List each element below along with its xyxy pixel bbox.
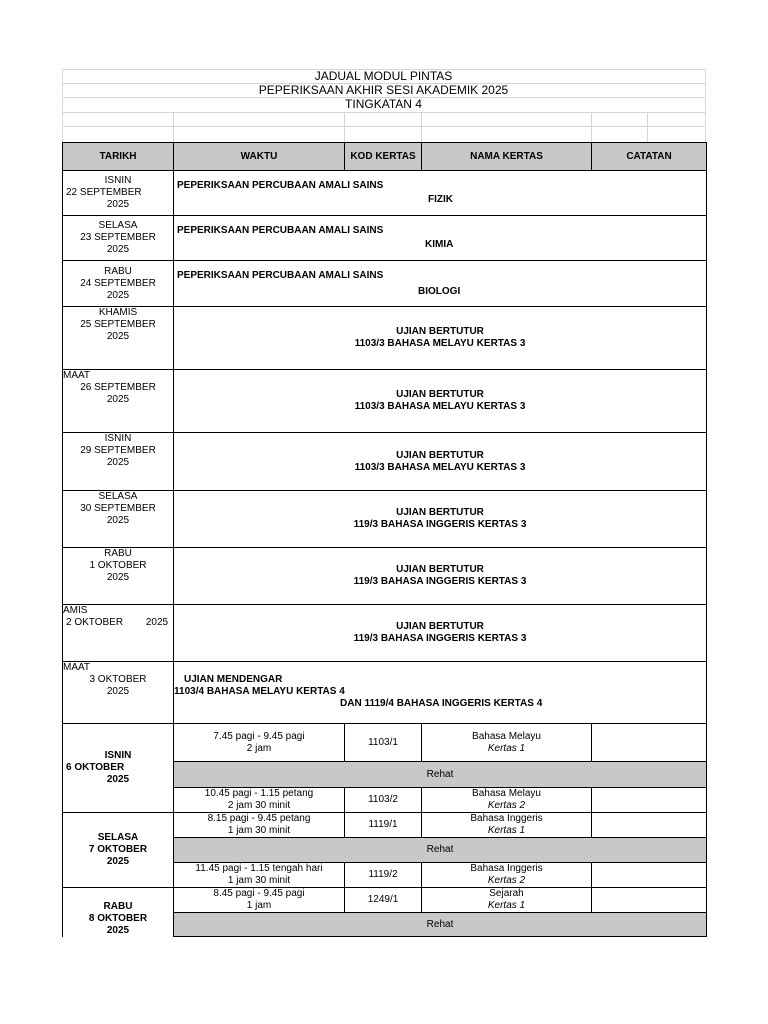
time-label: 10.45 pagi - 1.15 petang xyxy=(204,788,314,799)
header-row xyxy=(63,143,707,171)
date-cell xyxy=(63,548,174,605)
table-row xyxy=(63,605,707,662)
event-label: PEPERIKSAAN PERCUBAAN AMALI SAINS xyxy=(177,225,384,236)
event-cell xyxy=(174,491,707,548)
event-line-1: UJIAN BERTUTUR xyxy=(396,449,484,461)
time-cell xyxy=(174,788,345,813)
time-cell xyxy=(174,724,345,762)
date-cell xyxy=(63,433,174,491)
date-label: 24 SEPTEMBER xyxy=(80,277,156,289)
year-label: 2025 xyxy=(106,289,130,301)
event-cell xyxy=(174,605,707,662)
table-row xyxy=(63,548,707,605)
date-cell xyxy=(63,605,174,662)
notes-cell xyxy=(592,888,707,913)
day-label: SELASA xyxy=(98,220,138,231)
paper-name: Bahasa Inggeris xyxy=(470,813,543,824)
table-row xyxy=(63,307,707,370)
event-line-1: UJIAN BERTUTUR xyxy=(396,564,484,575)
paper-number: Kertas 1 xyxy=(487,900,526,911)
notes-cell xyxy=(592,813,707,838)
year-label: 2025 xyxy=(106,457,130,468)
code-cell: 1119/2 xyxy=(345,863,422,888)
paper-cell xyxy=(422,724,592,762)
year-label: 2025 xyxy=(106,515,130,526)
time-label: 8.45 pagi - 9.45 pagi xyxy=(213,888,305,899)
schedule-table xyxy=(62,142,707,937)
code-cell: 1249/1 xyxy=(345,888,422,913)
event-subject: KIMIA xyxy=(425,239,454,250)
table-row xyxy=(63,662,707,724)
event-line-2: 119/3 BAHASA INGGERIS KERTAS 3 xyxy=(353,519,527,530)
paper-cell xyxy=(422,888,592,913)
event-cell xyxy=(174,433,707,491)
date-cell xyxy=(63,724,174,813)
event-cell xyxy=(174,370,707,433)
event-line-3: DAN 1119/4 BAHASA INGGERIS KERTAS 4 xyxy=(340,698,543,709)
notes-cell xyxy=(592,724,707,762)
paper-cell xyxy=(422,863,592,888)
title-line-1: JADUAL MODUL PINTAS xyxy=(314,69,453,83)
event-subject: BIOLOGI xyxy=(418,285,461,297)
duration-label: 2 jam 30 minit xyxy=(227,800,291,811)
time-label: 8.15 pagi - 9.45 petang xyxy=(207,813,311,824)
year-label: 2025 xyxy=(145,617,169,628)
event-line-2: 1103/3 BAHASA MELAYU KERTAS 3 xyxy=(354,401,526,412)
table-row xyxy=(63,888,707,913)
event-line-2: 119/3 BAHASA INGGERIS KERTAS 3 xyxy=(353,633,527,644)
table-row xyxy=(63,171,707,216)
time-cell xyxy=(174,863,345,888)
day-label: RABU xyxy=(104,265,132,277)
break-row: Rehat xyxy=(174,913,707,937)
duration-label: 2 jam xyxy=(246,742,272,754)
paper-name: Sejarah xyxy=(489,888,524,899)
break-row: Rehat xyxy=(174,838,707,863)
event-subject: FIZIK xyxy=(428,194,453,205)
year-label: 2025 xyxy=(106,244,130,255)
date-cell xyxy=(63,662,174,724)
date-label: 8 OKTOBER xyxy=(88,912,148,924)
date-cell xyxy=(63,171,174,216)
col-tarikh: TARIKH xyxy=(63,143,174,171)
time-cell xyxy=(174,888,345,913)
paper-cell xyxy=(422,788,592,813)
event-cell xyxy=(174,261,707,307)
duration-label: 1 jam 30 minit xyxy=(227,875,291,886)
table-row xyxy=(63,216,707,261)
time-label: 11.45 pagi - 1.15 tengah hari xyxy=(195,863,323,874)
day-label: ISNIN xyxy=(104,750,132,761)
day-label: ISNIN xyxy=(104,175,132,186)
event-line-2: 1103/4 BAHASA MELAYU KERTAS 4 xyxy=(174,686,345,697)
duration-label: 1 jam xyxy=(246,900,272,911)
event-cell xyxy=(174,307,707,370)
date-label: 22 SEPTEMBER xyxy=(66,187,142,198)
day-label: SELASA xyxy=(98,491,138,502)
paper-cell xyxy=(422,813,592,838)
col-waktu: WAKTU xyxy=(174,143,345,171)
paper-name: Bahasa Inggeris xyxy=(470,863,543,874)
event-cell xyxy=(174,548,707,605)
year-label: 2025 xyxy=(106,924,130,936)
date-label: 29 SEPTEMBER xyxy=(80,445,156,456)
date-cell xyxy=(63,888,174,937)
date-label: 26 SEPTEMBER xyxy=(80,382,156,393)
day-label: AMIS xyxy=(63,605,88,616)
year-label: 2025 xyxy=(106,686,130,697)
day-label: MAAT xyxy=(63,370,91,381)
date-label: 30 SEPTEMBER xyxy=(80,503,156,514)
paper-number: Kertas 2 xyxy=(487,800,526,811)
duration-label: 1 jam 30 minit xyxy=(227,825,291,836)
date-cell xyxy=(63,261,174,307)
event-cell xyxy=(174,171,707,216)
event-label: PEPERIKSAAN PERCUBAAN AMALI SAINS xyxy=(177,180,384,191)
table-row xyxy=(63,724,707,762)
time-cell xyxy=(174,813,345,838)
date-label: 25 SEPTEMBER xyxy=(80,319,156,330)
table-row xyxy=(63,433,707,491)
notes-cell xyxy=(592,863,707,888)
table-row xyxy=(63,261,707,307)
event-line-1: UJIAN BERTUTUR xyxy=(396,326,484,337)
date-cell xyxy=(63,491,174,548)
title-line-2: PEPERIKSAAN AKHIR SESI AKADEMIK 2025 xyxy=(258,83,509,97)
event-line-2: 1103/3 BAHASA MELAYU KERTAS 3 xyxy=(354,338,526,349)
date-label: 7 OKTOBER xyxy=(88,844,148,855)
year-label: 2025 xyxy=(106,774,130,785)
date-label: 2 OKTOBER xyxy=(66,617,124,628)
title-line-3: TINGKATAN 4 xyxy=(345,97,422,111)
break-row: Rehat xyxy=(174,762,707,788)
event-line-1: UJIAN BERTUTUR xyxy=(396,507,484,518)
year-label: 2025 xyxy=(106,331,130,342)
paper-number: Kertas 1 xyxy=(487,742,526,754)
day-label: SELASA xyxy=(97,832,139,843)
year-label: 2025 xyxy=(106,856,130,867)
time-label: 7.45 pagi - 9.45 pagi xyxy=(213,730,305,742)
date-cell xyxy=(63,216,174,261)
paper-name: Bahasa Melayu xyxy=(472,730,541,742)
date-label: 23 SEPTEMBER xyxy=(80,232,156,243)
day-label: RABU xyxy=(103,900,133,912)
day-label: RABU xyxy=(104,548,132,559)
date-cell xyxy=(63,307,174,370)
code-cell: 1103/1 xyxy=(345,724,422,762)
event-label: PEPERIKSAAN PERCUBAAN AMALI SAINS xyxy=(177,269,384,281)
notes-cell xyxy=(592,788,707,813)
paper-number: Kertas 1 xyxy=(487,825,526,836)
event-cell xyxy=(174,216,707,261)
date-cell xyxy=(63,370,174,433)
event-line-1: UJIAN MENDENGAR xyxy=(184,674,283,685)
year-label: 2025 xyxy=(106,199,130,210)
table-row xyxy=(63,813,707,838)
paper-number: Kertas 2 xyxy=(487,875,526,886)
date-cell xyxy=(63,813,174,888)
col-nama-kertas: NAMA KERTAS xyxy=(422,143,592,171)
date-label: 3 OKTOBER xyxy=(89,674,147,685)
event-cell xyxy=(174,662,707,724)
date-label: 6 OKTOBER xyxy=(66,762,125,773)
day-label: MAAT xyxy=(63,662,91,673)
col-kod-kertas: KOD KERTAS xyxy=(345,143,422,171)
event-line-1: UJIAN BERTUTUR xyxy=(396,389,484,400)
year-label: 2025 xyxy=(106,572,130,583)
date-year-line xyxy=(63,617,173,629)
paper-name: Bahasa Melayu xyxy=(472,788,541,799)
event-line-2: 1103/3 BAHASA MELAYU KERTAS 3 xyxy=(354,461,526,473)
year-label: 2025 xyxy=(106,394,130,405)
event-line-2: 119/3 BAHASA INGGERIS KERTAS 3 xyxy=(353,576,527,587)
table-row xyxy=(63,491,707,548)
col-catatan: CATATAN xyxy=(592,143,707,171)
code-cell: 1103/2 xyxy=(345,788,422,813)
day-label: ISNIN xyxy=(104,433,132,444)
date-label: 1 OKTOBER xyxy=(89,560,147,571)
code-cell: 1119/1 xyxy=(345,813,422,838)
table-row xyxy=(63,370,707,433)
event-line-1: UJIAN BERTUTUR xyxy=(396,621,484,632)
day-label: KHAMIS xyxy=(98,307,138,318)
